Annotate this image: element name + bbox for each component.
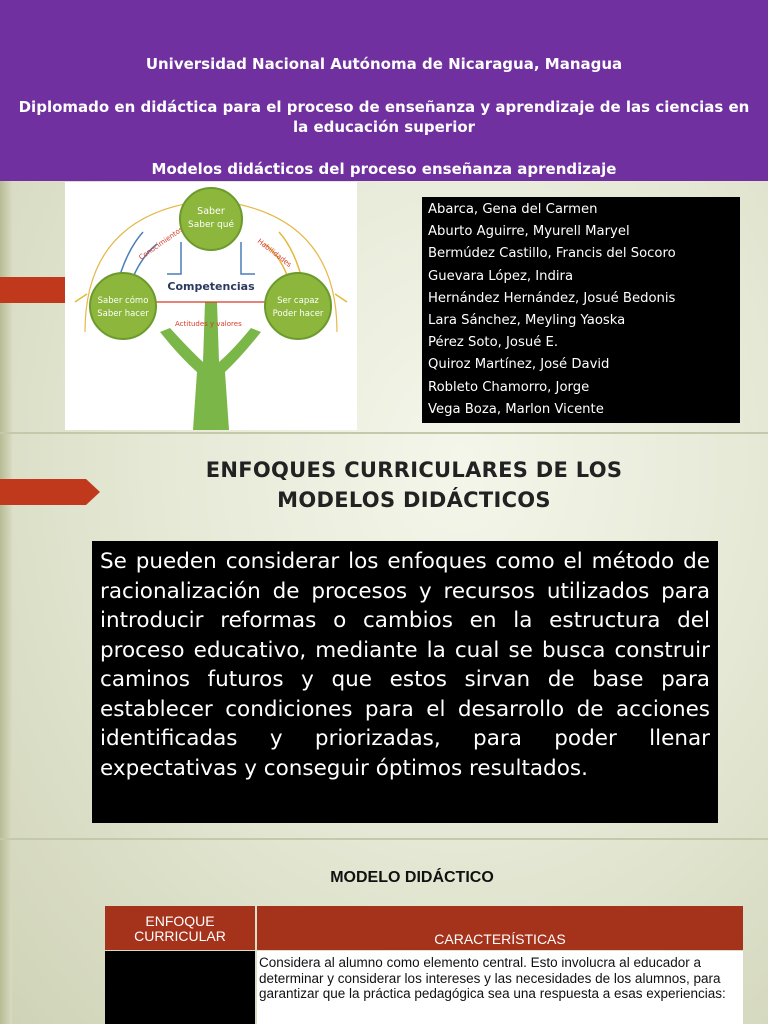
left-stripe [0,181,12,433]
arc-label-actitudes: Actitudes y valores [175,320,242,328]
competencias-label: Competencias [167,280,255,293]
circle-saber-como-line2: Saber hacer [97,309,149,319]
circle-saber-line2: Saber qué [188,220,234,230]
table-cell-enfoque [105,951,255,1024]
circle-ser-capaz-line2: Poder hacer [272,309,324,319]
slide-separator [0,432,768,434]
section-title-line2: MODELOS DIDÁCTICOS [277,488,551,512]
competencias-diagram [65,182,357,430]
author-item: Abarca, Gena del Carmen [428,202,598,217]
diploma-title: Diplomado en didáctica para el proceso de enseñanza y aprendizaje de las ciencias en la educación superior [18,98,750,136]
section-title [150,455,678,515]
table-cell-caracteristicas: Considera al alumno como elemento central. Esto involucra al educador a determinar y considerar los intereses y las necesidades de los alumnos, para garantizar que la práctica pedagógica sea una respuesta a esas experiencias: [257,951,743,1024]
circle-ser-capaz [265,273,331,339]
author-item: Bermúdez Castillo, Francis del Socoro [428,246,676,262]
author-item: Aburto Aguirre, Myurell Maryel [428,224,630,240]
author-item: Hernández Hernández, Josué Bedonis [428,290,676,306]
circle-ser-capaz-line1: Ser capaz [277,296,319,306]
table-header-caracteristicas: CARACTERÍSTICAS [257,906,743,950]
header-banner [0,0,768,181]
red-arrow-icon [0,479,100,505]
table-header-enfoque [105,906,255,950]
arc-label-habilidades: Habilidades [255,237,293,269]
section-title-line1: ENFOQUES CURRICULARES DE LOS [205,458,623,482]
definition-paragraph: Se pueden considerar los enfoques como el método de racionalización de procesos y recursos utilizados para introducir reformas o cambios en la estructura del proceso educativo, mediante la cual se busca construir caminos futuros y que estos sirvan de base para establecer condiciones para el desarrollo de acciones identificadas y priorizadas, para poder llenar expectativas y conseguir óptimos resultados. [92,541,718,823]
university-name: Universidad Nacional Autónoma de Nicaragua, Managua [145,55,623,73]
table-title: MODELO DIDÁCTICO [330,869,494,886]
left-stripe [0,840,12,1024]
author-item: Guevara López, Indira [428,268,574,284]
authors-list [422,197,740,423]
modelo-table [105,906,743,1024]
topic-title: Modelos didácticos del proceso enseñanza aprendizaje [151,160,617,178]
header-enfoque-line1: ENFOQUE [145,913,215,929]
author-item: Pérez Soto, Josué E. [428,335,559,351]
circle-saber-como [90,273,156,339]
circle-saber [180,188,242,250]
circle-saber-como-line1: Saber cómo [97,296,149,306]
circle-saber-line1: Saber [197,206,225,217]
author-item: Vega Boza, Marlon Vicente [428,401,604,417]
arc-label-conocimientos: Conocimientos [137,225,185,262]
slide-separator [0,838,768,840]
header-enfoque-line2: CURRICULAR [134,928,226,944]
author-item: Lara Sánchez, Meyling Yaoska [428,313,626,329]
author-item: Quiroz Martínez, José David [428,357,610,373]
author-item: Robleto Chamorro, Jorge [428,379,590,395]
